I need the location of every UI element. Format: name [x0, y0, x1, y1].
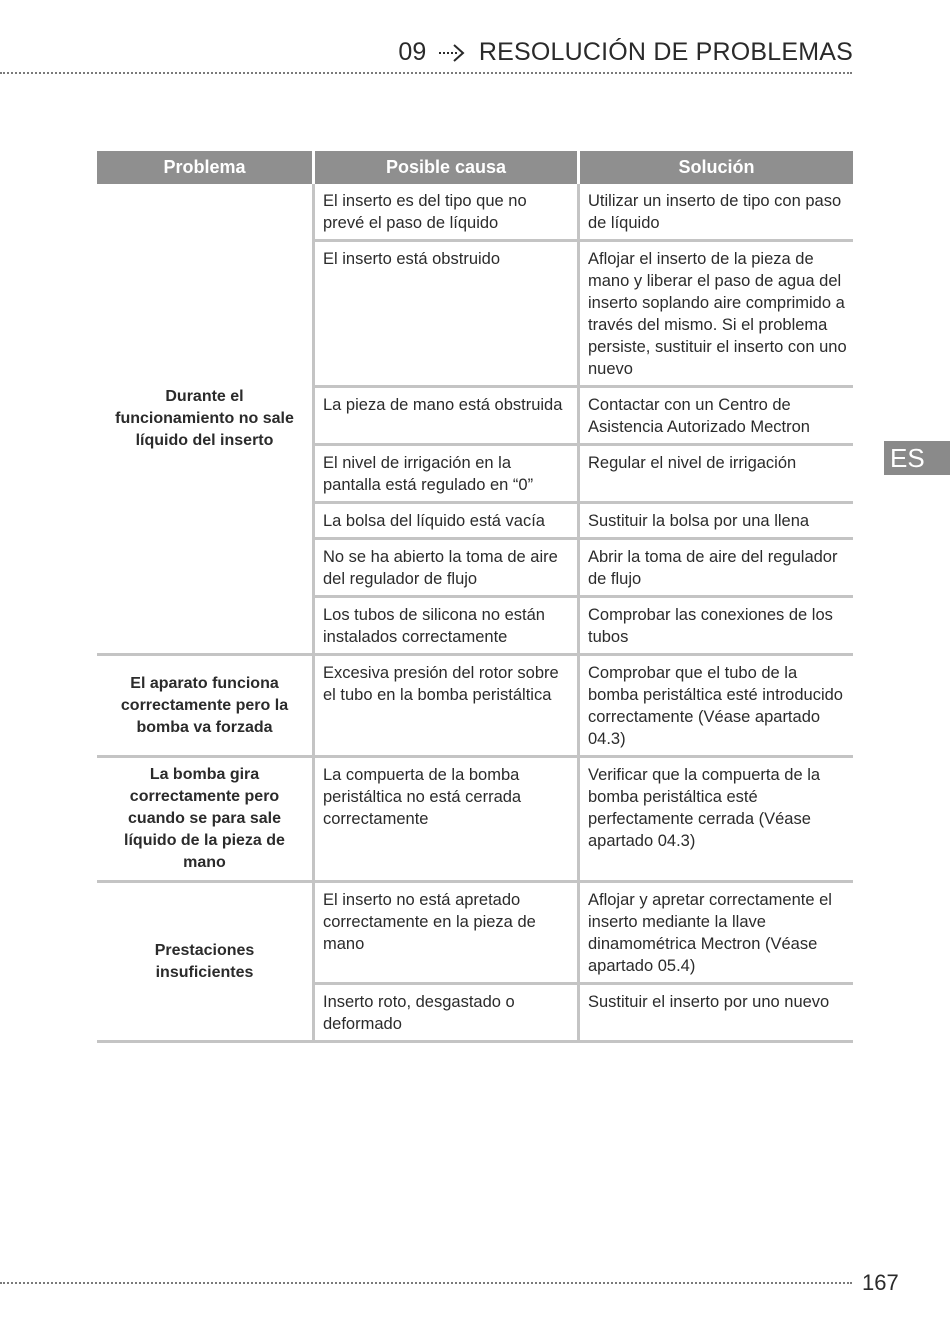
cause-cell: La pieza de mano está obstruida: [315, 388, 577, 446]
chapter-header: [0, 38, 853, 74]
chapter-number: 09: [398, 38, 427, 66]
problem-cell: [97, 184, 312, 656]
solution-cell: Abrir la toma de aire del regulador de flujo: [580, 540, 853, 598]
solution-cell: Sustituir el inserto por uno nuevo: [580, 985, 853, 1043]
problem-cell: [97, 656, 312, 758]
solution-cell: Aflojar el inserto de la pieza de mano y liberar el paso de agua del inserto soplando aire comprimido a través del mismo. Si el problema persiste, sustituir el inserto con uno nuevo: [580, 242, 853, 388]
cause-cell: El inserto no está apretado correctamente en la pieza de mano: [315, 883, 577, 985]
solution-cell: Sustituir la bolsa por una llena: [580, 504, 853, 540]
language-tab: ES: [884, 441, 950, 475]
cause-cell: Inserto roto, desgastado o deformado: [315, 985, 577, 1043]
column-separator: [577, 184, 580, 1043]
problem-text: El aparato funciona correctamente pero la bomba va forzada: [120, 674, 289, 736]
solution-cell: Aflojar y apretar correctamente el inserto mediante la llave dinamométrica Mectron (Véase apartado 05.4): [580, 883, 853, 985]
chapter-title: RESOLUCIÓN DE PROBLEMAS: [478, 38, 853, 66]
column-header-problem: Problema: [97, 151, 312, 184]
solution-cell: Utilizar un inserto de tipo con paso de líquido: [580, 184, 853, 242]
column-header-cause: Posible causa: [315, 151, 577, 184]
troubleshooting-table: [97, 151, 853, 1043]
cause-cell: El nivel de irrigación en la pantalla está regulado en “0”: [315, 446, 577, 504]
cause-cell: La bolsa del líquido está vacía: [315, 504, 577, 540]
cause-cell: El inserto está obstruido: [315, 242, 577, 388]
cause-cell: La compuerta de la bomba peristáltica no está cerrada correctamente: [315, 758, 577, 883]
problem-cell: [97, 758, 312, 883]
solution-cell: Comprobar las conexiones de los tubos: [580, 598, 853, 656]
problem-text: La bomba gira correctamente pero cuando se para sale líquido de la pieza de mano: [124, 766, 285, 871]
footer-divider: [0, 1282, 852, 1284]
cause-cell: Excesiva presión del rotor sobre el tubo en la bomba peristáltica: [315, 656, 577, 758]
solution-cell: Comprobar que el tubo de la bomba peristáltica esté introducido correctamente (Véase apartado 04.3): [580, 656, 853, 758]
solution-cell: Regular el nivel de irrigación: [580, 446, 853, 504]
solution-cell: Verificar que la compuerta de la bomba peristáltica esté perfectamente cerrada (Véase apartado 04.3): [580, 758, 853, 883]
column-header-solution: Solución: [580, 151, 853, 184]
dotted-arrow-icon: [438, 43, 468, 63]
problem-cell: [97, 883, 312, 1043]
column-separator: [312, 184, 315, 1043]
solution-cell: Contactar con un Centro de Asistencia Autorizado Mectron: [580, 388, 853, 446]
cause-cell: No se ha abierto la toma de aire del regulador de flujo: [315, 540, 577, 598]
cause-cell: Los tubos de silicona no están instalados correctamente: [315, 598, 577, 656]
cause-cell: El inserto es del tipo que no prevé el paso de líquido: [315, 184, 577, 242]
header-divider: [0, 72, 852, 74]
problem-text: Prestaciones insuficientes: [154, 941, 255, 981]
problem-text: Durante el funcionamiento no sale líquido del inserto: [115, 387, 294, 449]
page-number: 167: [862, 1270, 899, 1295]
